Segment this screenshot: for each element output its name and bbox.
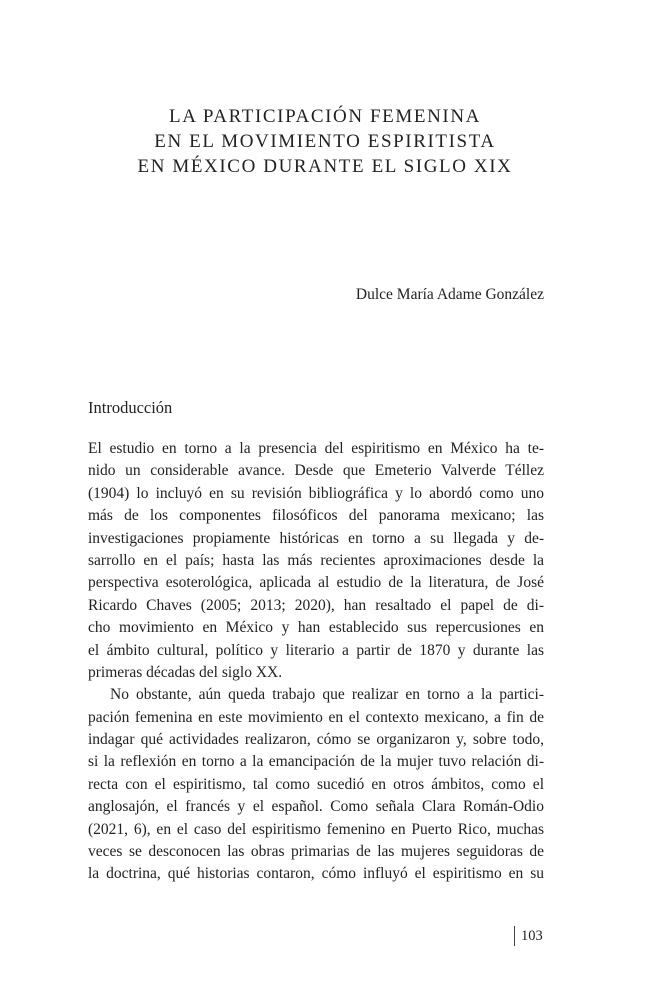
body-text [88, 438, 544, 886]
text-line: veces se desconocen las obras primarias de las mujeres seguidoras de [88, 843, 544, 861]
author-name: Dulce María Adame González [355, 286, 544, 303]
text-line: primeras décadas del siglo XX. [88, 663, 283, 681]
text-line: perspectiva esoterológica, aplicada al estudio de la literatura, de José [88, 574, 544, 592]
text-line: sarrollo en el país; hasta las más recientes aproximaciones desde la [88, 551, 544, 569]
text-line: recta con el espiritismo, tal como sucedió en otros ámbitos, como el [88, 775, 544, 793]
text-line: Ricardo Chaves (2005; 2013; 2020), han resaltado el papel de di- [88, 596, 544, 614]
text-line: investigaciones propiamente históricas en torno a su llegada y de- [88, 529, 544, 547]
text-line: indagar qué actividades realizaron, cómo se organizaron y, sobre todo, [88, 731, 544, 749]
text-line: (1904) lo incluyó en su revisión bibliográfica y lo abordó como uno [88, 484, 544, 502]
section-heading: Introducción [88, 398, 173, 417]
title-line: LA PARTICIPACIÓN FEMENINA [169, 106, 481, 127]
paragraph-1 [88, 438, 544, 684]
chapter-title [60, 104, 590, 179]
text-line: anglosajón, el francés y el español. Como señala Clara Román-Odio [88, 798, 544, 816]
text-line: la doctrina, qué historias contaron, cómo influyó el espiritismo en su [88, 865, 544, 883]
text-line: pación femenina en este movimiento en el contexto mexicano, a fin de [88, 708, 544, 726]
title-line: EN EL MOVIMIENTO ESPIRITISTA [154, 131, 496, 152]
page-number: 103 [514, 926, 543, 946]
text-line: el ámbito cultural, político y literario a partir de 1870 y durante las [88, 641, 544, 659]
text-line: más de los componentes filosóficos del panorama mexicano; las [88, 507, 544, 525]
title-line: EN MÉXICO DURANTE EL SIGLO XIX [137, 156, 513, 177]
text-line: (2021, 6), en el caso del espiritismo femenino en Puerto Rico, muchas [88, 820, 544, 838]
text-line: cho movimiento en México y han establecido sus repercusiones en [88, 619, 544, 637]
paragraph-2 [88, 684, 544, 886]
text-line: nido un considerable avance. Desde que Emeterio Valverde Téllez [88, 462, 544, 480]
text-line: El estudio en torno a la presencia del espiritismo en México ha te- [88, 440, 544, 457]
text-line: No obstante, aún queda trabajo que realizar en torno a la partici- [110, 686, 544, 704]
text-line: si la reflexión en torno a la emancipación de la mujer tuvo relación di- [88, 753, 544, 771]
